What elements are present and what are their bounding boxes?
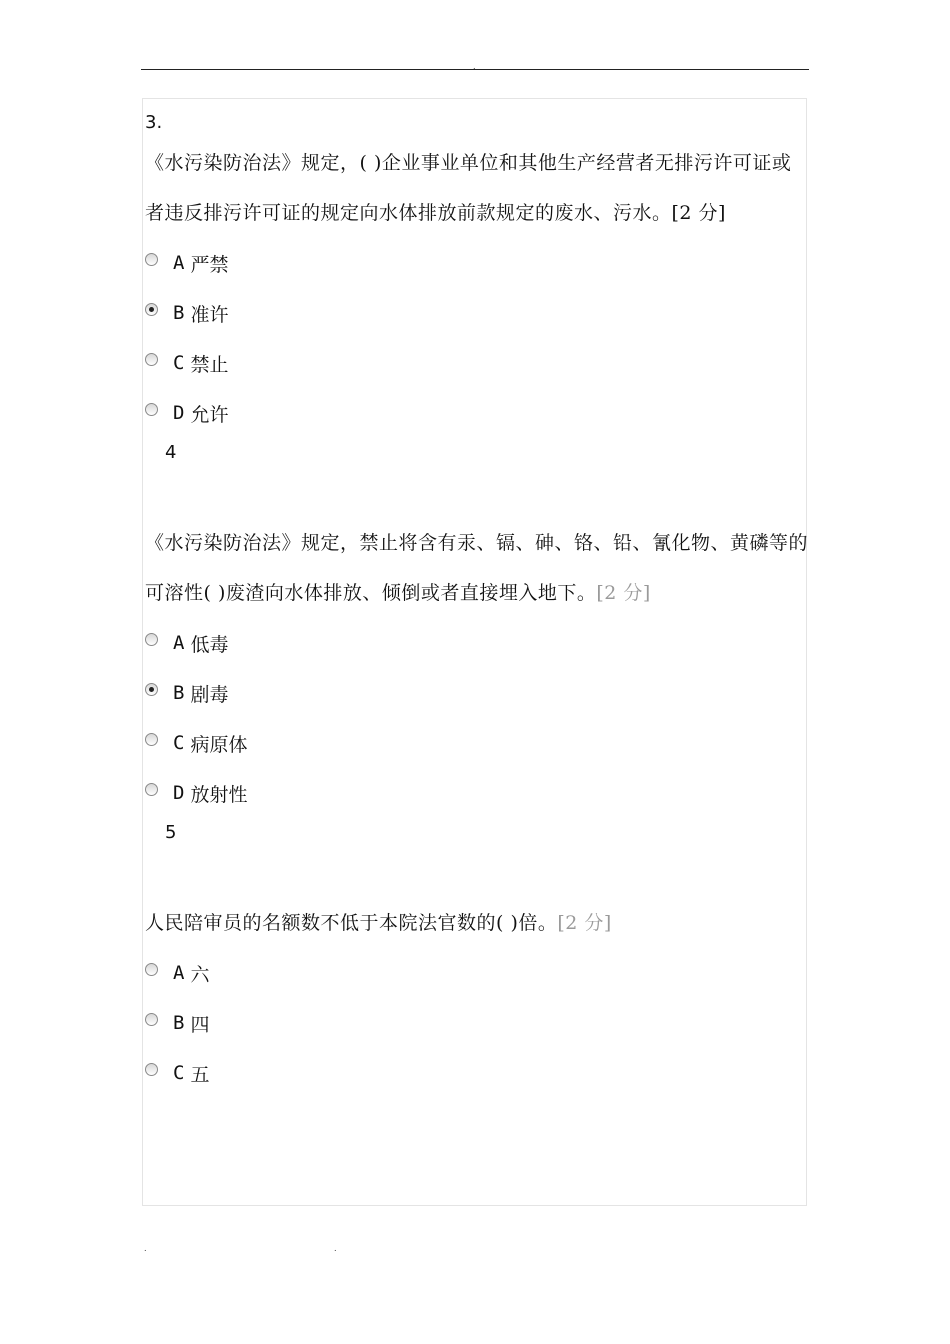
option-key: C <box>173 352 185 374</box>
radio-button[interactable] <box>145 1063 158 1076</box>
question-text: 《水污染防治法》规定，禁止将含有汞、镉、砷、铬、铅、氰化物、黄磷等的可溶性( )废渣向水体排放、倾倒或者直接埋入地下。[2 分] <box>145 532 809 604</box>
question-4 <box>145 438 810 818</box>
option-label: 病原体 <box>190 733 248 756</box>
option-c[interactable] <box>145 338 810 388</box>
option-a[interactable] <box>145 238 810 288</box>
option-label: 低毒 <box>190 633 229 656</box>
option-c[interactable] <box>145 718 810 768</box>
option-label: 严禁 <box>190 253 229 276</box>
option-key: A <box>173 632 185 654</box>
option-key: B <box>173 682 185 704</box>
option-label: 六 <box>190 963 210 986</box>
radio-button[interactable] <box>145 1013 158 1026</box>
radio-button[interactable] <box>145 783 158 796</box>
option-key: A <box>173 962 185 984</box>
option-d[interactable] <box>145 768 810 818</box>
option-b[interactable] <box>145 998 810 1048</box>
option-key: B <box>173 1012 185 1034</box>
option-a[interactable] <box>145 948 810 998</box>
option-b[interactable] <box>145 668 810 718</box>
radio-button[interactable] <box>145 633 158 646</box>
option-c[interactable] <box>145 1048 810 1098</box>
radio-button-checked[interactable] <box>145 303 158 316</box>
header-rule <box>141 69 809 70</box>
option-label: 剧毒 <box>190 683 229 706</box>
footer-dot-left: . <box>144 1244 147 1253</box>
option-a[interactable] <box>145 618 810 668</box>
option-label: 准许 <box>190 303 229 326</box>
radio-button[interactable] <box>145 733 158 746</box>
radio-button-checked[interactable] <box>145 683 158 696</box>
question-score: [2 分] <box>557 912 612 934</box>
option-key: D <box>173 782 185 804</box>
question-score: [2 分] <box>596 582 651 604</box>
footer-dot-right: . <box>334 1244 337 1253</box>
radio-button[interactable] <box>145 403 158 416</box>
option-label: 允许 <box>190 403 229 426</box>
question-number: 4 <box>165 442 177 463</box>
option-d[interactable] <box>145 388 810 438</box>
option-key: A <box>173 252 185 274</box>
radio-button[interactable] <box>145 353 158 366</box>
header-dot: . <box>473 62 476 71</box>
option-label: 禁止 <box>190 353 229 376</box>
option-b[interactable] <box>145 288 810 338</box>
option-label: 放射性 <box>190 783 248 806</box>
option-key: C <box>173 732 185 754</box>
option-label: 四 <box>190 1013 210 1036</box>
option-key: D <box>173 402 185 424</box>
option-key: C <box>173 1062 185 1084</box>
question-5 <box>145 818 810 1098</box>
radio-button[interactable] <box>145 253 158 266</box>
option-key: B <box>173 302 185 324</box>
question-number: 5 <box>165 822 177 843</box>
question-3 <box>145 108 810 438</box>
question-number: 3. <box>145 112 163 133</box>
question-text: 《水污染防治法》规定，( )企业事业单位和其他生产经营者无排污许可证或者违反排污许可证的规定向水体排放前款规定的废水、污水。[2 分] <box>145 152 792 224</box>
option-label: 五 <box>190 1063 210 1086</box>
question-list <box>145 108 810 1098</box>
question-text: 人民陪审员的名额数不低于本院法官数的( )倍。[2 分] <box>145 912 612 934</box>
radio-button[interactable] <box>145 963 158 976</box>
